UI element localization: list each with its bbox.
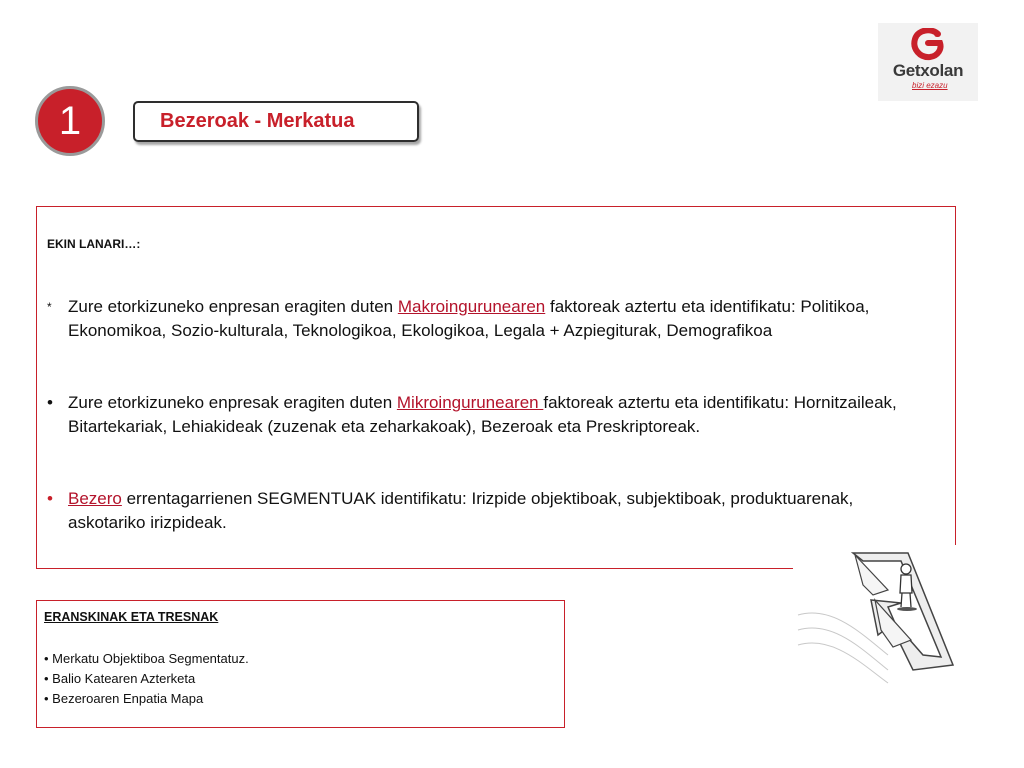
logo-name: Getxolan xyxy=(892,61,964,80)
resources-panel xyxy=(36,600,565,728)
resource-item[interactable]: • Balio Katearen Azterketa xyxy=(44,671,196,686)
macro-environment-link[interactable]: Makroingurunearen xyxy=(397,297,546,316)
tasks-heading: EKIN LANARI…: xyxy=(47,237,141,251)
resource-item[interactable]: • Bezeroaren Enpatia Mapa xyxy=(44,691,204,706)
resource-item[interactable]: • Merkatu Objektiboa Segmentatuz. xyxy=(44,651,249,666)
tasks-panel xyxy=(36,206,956,569)
resources-list xyxy=(44,649,249,709)
micro-environment-link[interactable]: Mikroingurunearen xyxy=(396,393,544,412)
step-number: 1 xyxy=(58,98,82,143)
getxolan-logo-icon xyxy=(908,28,948,62)
bullet-text: Bezero errentagarrienen SEGMENTUAK identifikatu: Irizpide objektiboak, subjektiboak, produktuarenak, askotariko irizpideak. xyxy=(68,489,854,532)
getxolan-logo xyxy=(878,23,978,101)
task-bullet-segments xyxy=(47,487,927,535)
bullet-marker: • xyxy=(47,489,53,508)
bullet-marker: * xyxy=(47,300,52,314)
step-number-badge xyxy=(35,86,105,156)
logo-tagline: bizi ezazu xyxy=(912,81,948,90)
bullet-marker: • xyxy=(47,393,53,412)
resources-heading: ERANSKINAK ETA TRESNAK xyxy=(44,610,219,624)
task-bullet-macro xyxy=(47,295,927,343)
arrows-figure-illustration xyxy=(793,545,963,690)
task-bullet-micro xyxy=(47,391,927,439)
section-title-box xyxy=(133,101,419,142)
bullet-text: Zure etorkizuneko enpresan eragiten duten Makroingurunearen faktoreak aztertu eta identifikatu: Politikoa, Ekonomikoa, Sozio-kulturala, Teknologikoa, Ekologikoa, Legala + Azpiegiturak, Demografikoa xyxy=(68,297,870,340)
customer-link[interactable]: Bezero xyxy=(68,489,122,508)
bullet-text: Zure etorkizuneko enpresak eragiten duten Mikroingurunearen faktoreak aztertu eta identifikatu: Hornitzaileak, Bitartekariak, Lehiakideak (zuzenak eta zeharkakoak), Bezeroak eta Preskriptoreak. xyxy=(68,393,897,436)
section-title: Bezeroak - Merkatua xyxy=(160,110,355,132)
